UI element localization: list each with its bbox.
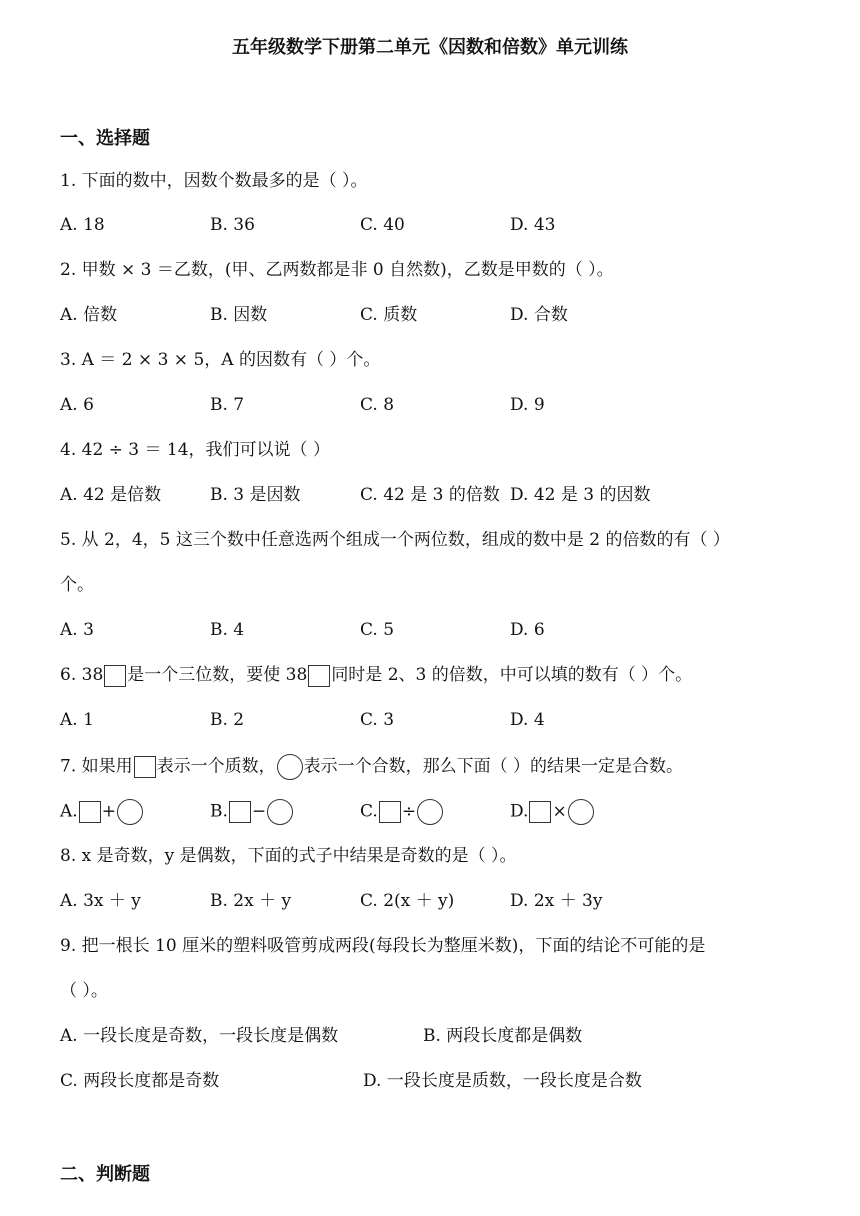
question-7-option-c[interactable] — [360, 799, 444, 825]
question-6-text-part2: 是一个三位数，要使 38 — [127, 665, 308, 685]
question-2-option-d[interactable]: D. 合数 — [510, 305, 568, 325]
question-8-option-a[interactable]: A. 3x ＋ y — [60, 891, 141, 911]
question-6-option-c[interactable]: C. 3 — [360, 710, 395, 730]
question-5-option-d[interactable]: D. 6 — [510, 620, 545, 640]
question-7-option-d[interactable] — [510, 799, 595, 825]
question-6-text — [60, 664, 692, 687]
question-7-option-a[interactable] — [60, 799, 144, 825]
question-3-option-d[interactable]: D. 9 — [510, 395, 545, 415]
question-2-text: 2. 甲数 × 3 ＝乙数，(甲、乙两数都是非 0 自然数)，乙数是甲数的（ ）。 — [60, 260, 614, 280]
question-4-option-c[interactable]: C. 42 是 3 的倍数 — [360, 485, 500, 505]
question-9-option-d[interactable]: D. 一段长度是质数，一段长度是合数 — [363, 1071, 642, 1091]
question-3-option-b[interactable]: B. 7 — [210, 395, 245, 415]
question-9-option-a[interactable]: A. 一段长度是奇数，一段长度是偶数 — [60, 1026, 339, 1046]
circle-symbol-icon — [117, 799, 143, 825]
option-label: B. — [210, 801, 228, 822]
question-9-text-line2: （ ）。 — [60, 981, 108, 1001]
question-1-option-a[interactable]: A. 18 — [60, 215, 105, 235]
section-heading-choice: 一、选择题 — [60, 128, 150, 149]
question-2-option-a[interactable]: A. 倍数 — [60, 305, 118, 325]
square-symbol-icon — [379, 801, 401, 823]
option-label: C. — [360, 801, 378, 822]
question-3-text: 3. A ＝ 2 × 3 × 5，A 的因数有（ ）个。 — [60, 350, 381, 370]
question-7-text-part2: 表示一个质数， — [156, 756, 276, 777]
question-9-option-b[interactable]: B. 两段长度都是偶数 — [423, 1026, 583, 1046]
question-4-text: 4. 42 ÷ 3 ＝ 14，我们可以说（ ） — [60, 440, 330, 460]
page-title: 五年级数学下册第二单元《因数和倍数》单元训练 — [232, 37, 628, 58]
question-4-option-d[interactable]: D. 42 是 3 的因数 — [510, 485, 651, 505]
square-symbol-icon — [529, 801, 551, 823]
question-9-option-c[interactable]: C. 两段长度都是奇数 — [60, 1071, 220, 1091]
option-label: D. — [510, 801, 529, 822]
question-8-text: 8. x 是奇数，y 是偶数，下面的式子中结果是奇数的是（ ）。 — [60, 846, 517, 866]
operator-plus: + — [101, 801, 116, 822]
question-1-text: 1. 下面的数中，因数个数最多的是（ ）。 — [60, 171, 368, 191]
question-6-option-d[interactable]: D. 4 — [510, 710, 545, 730]
circle-symbol-icon — [277, 754, 303, 780]
square-symbol-icon — [229, 801, 251, 823]
question-5-text-line2: 个。 — [60, 575, 94, 595]
square-symbol-icon — [134, 756, 156, 778]
question-6-text-part1: 6. 38 — [60, 665, 104, 685]
circle-symbol-icon — [417, 799, 443, 825]
circle-symbol-icon — [568, 799, 594, 825]
question-7-text-part1: 7. 如果用 — [60, 756, 133, 777]
question-5-option-c[interactable]: C. 5 — [360, 620, 395, 640]
question-4-option-a[interactable]: A. 42 是倍数 — [60, 485, 162, 505]
section-heading-judgment: 二、判断题 — [60, 1164, 150, 1185]
question-9-text-line1: 9. 把一根长 10 厘米的塑料吸管剪成两段(每段长为整厘米数)，下面的结论不可能的是 — [60, 936, 706, 956]
question-1-option-d[interactable]: D. 43 — [510, 215, 556, 235]
blank-square-box — [104, 665, 126, 687]
question-6-option-b[interactable]: B. 2 — [210, 710, 245, 730]
question-4-option-b[interactable]: B. 3 是因数 — [210, 485, 301, 505]
operator-times: × — [552, 801, 567, 822]
question-7-text — [60, 754, 683, 780]
question-1-option-c[interactable]: C. 40 — [360, 215, 405, 235]
operator-minus: − — [251, 801, 267, 822]
question-5-option-b[interactable]: B. 4 — [210, 620, 245, 640]
circle-symbol-icon — [267, 799, 293, 825]
question-7-option-b[interactable] — [210, 799, 294, 825]
question-6-option-a[interactable]: A. 1 — [60, 710, 94, 730]
question-8-option-d[interactable]: D. 2x ＋ 3y — [510, 891, 603, 911]
question-8-option-b[interactable]: B. 2x ＋ y — [210, 891, 292, 911]
question-2-option-b[interactable]: B. 因数 — [210, 305, 268, 325]
option-label: A. — [60, 801, 78, 822]
question-8-option-c[interactable]: C. 2(x ＋ y) — [360, 891, 455, 911]
question-3-option-a[interactable]: A. 6 — [60, 395, 94, 415]
question-6-text-part3: 同时是 2、3 的倍数，中可以填的数有（ ）个。 — [331, 665, 693, 685]
question-5-text-line1: 5. 从 2，4，5 这三个数中任意选两个组成一个两位数，组成的数中是 2 的倍数的有（ ） — [60, 530, 730, 550]
square-symbol-icon — [79, 801, 101, 823]
question-7-text-part3: 表示一个合数，那么下面（ ）的结果一定是合数。 — [303, 756, 684, 777]
question-2-option-c[interactable]: C. 质数 — [360, 305, 418, 325]
question-1-option-b[interactable]: B. 36 — [210, 215, 255, 235]
blank-square-box — [308, 665, 330, 687]
operator-divide: ÷ — [401, 801, 417, 822]
question-3-option-c[interactable]: C. 8 — [360, 395, 395, 415]
question-5-option-a[interactable]: A. 3 — [60, 620, 94, 640]
